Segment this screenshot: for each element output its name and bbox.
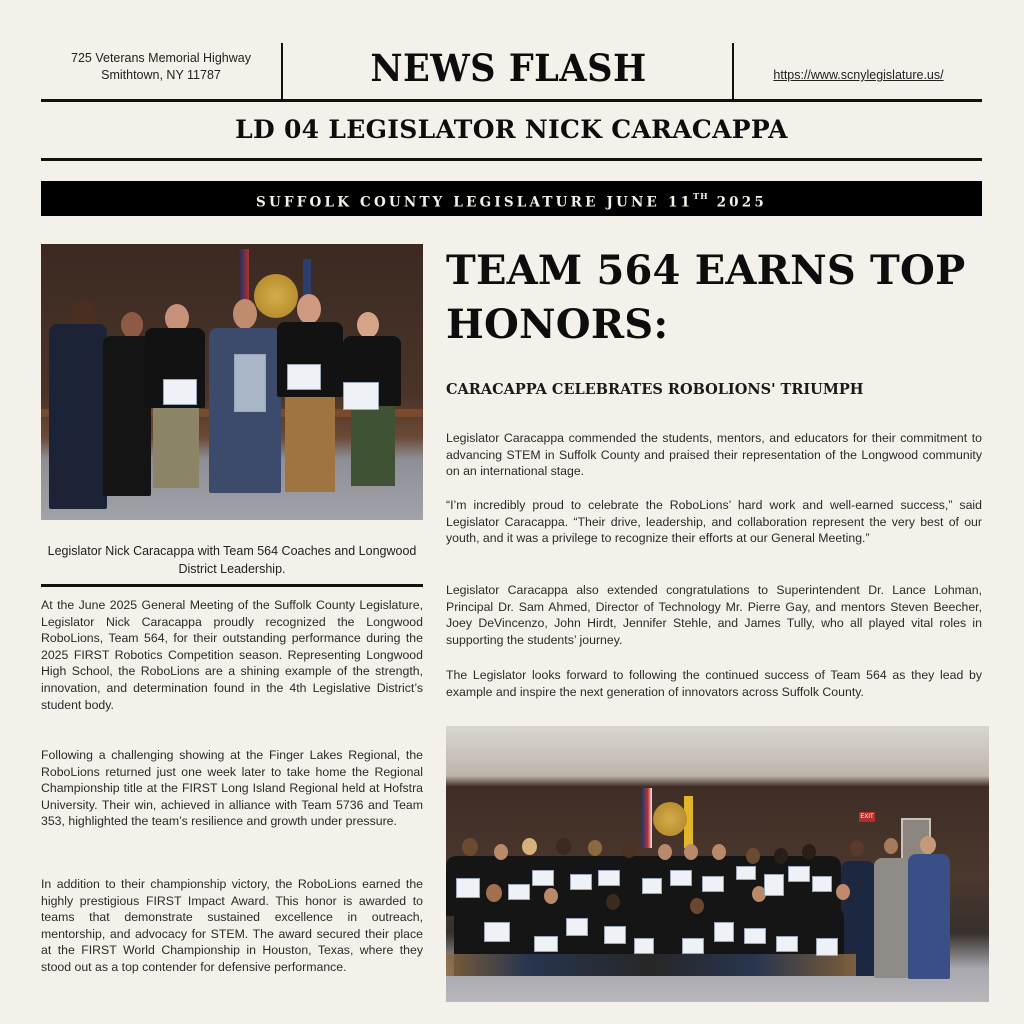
county-seal-icon [254,274,298,318]
certificate-icon [287,364,321,390]
article-headline: TEAM 564 EARNS TOP HONORS: [446,247,966,348]
certificate-icon [456,878,480,898]
caption-rule [41,584,423,587]
photo-caption: Legislator Nick Caracappa with Team 564 Coaches and Longwood District Leadership. [47,544,417,576]
address-block [41,50,281,84]
right-paragraph-1: Legislator Caracappa commended the students, mentors, and educators for their commitment to advancing STEM in Suffolk County and praised their representation of the Longwood community on an international stage. [446,431,982,479]
proclamation-icon [234,354,266,412]
dateline-superscript: TH [693,191,709,201]
certificate-icon [343,382,379,410]
county-seal-icon [653,802,687,836]
photo-team-564-group [446,726,989,1002]
header-divider-right [732,43,734,101]
header-rule-top [41,99,982,102]
body-paragraph-3: In addition to their championship victory, the RoboLions earned the highly prestigious FIRST Impact Award. This honor is awarded to teams that demonstrate sustained excellence in outreach, mentorship, and advocacy for STEM. The award secured their place at the FIRST World Championship in Houston, Texas, where they stood out as a top contender for defensive performance. [41,877,423,974]
exit-sign: EXIT [860,814,874,820]
person-1 [49,324,107,509]
dateline-bar [41,181,982,216]
header-divider-left [281,43,283,101]
article-deck: CARACAPPA CELEBRATES ROBOLIONS' TRIUMPH [446,381,864,398]
address-line-2: Smithtown, NY 11787 [101,68,221,82]
address-line-1: 725 Veterans Memorial Highway [71,51,251,65]
website-link[interactable]: https://www.scnylegislature.us/ [773,68,944,82]
body-paragraph-1: At the June 2025 General Meeting of the Suffolk County Legislature, Legislator Nick Caracappa proudly recognized the Longwood RoboLions, Team 564, for their outstanding performance during the 2025 FIRST Robotics Competition season. Representing Longwood High School, the RoboLions are a shining example of the strength, innovation, and determination found in the 4th Legislative District’s student body. [41,598,423,712]
photo-legislator-with-coaches [41,244,423,520]
right-paragraph-3: Legislator Caracappa also extended congratulations to Superintendent Dr. Lance Lohman, Principal Dr. Sam Ahmed, Director of Technology Mr. Pierre Gay, and mentors Steven Beecher, Joey DeVincenzo, John Hirdt, Jennifer Stehle, and James Tully, who all played vital roles in supporting the students’ journey. [446,583,982,647]
us-flag-icon [642,788,652,848]
person-2 [103,336,151,496]
county-flag-icon [303,259,311,299]
dateline-year: 2025 [716,194,767,211]
official-3 [908,854,950,979]
official-2 [874,858,910,978]
right-paragraph-4: The Legislator looks forward to following the continued success of Team 564 as they lead by example and inspire the next generation of innovators across Suffolk County. [446,668,982,699]
certificate-icon [163,379,197,405]
masthead-title: NEWS FLASH [370,46,647,90]
right-paragraph-2: “I’m incredibly proud to celebrate the RoboLions’ hard work and well-earned success,” said Legislator Caracappa. “Their drive, leadership, and collaboration represent the very best of our youth, and it was a privilege to recognize their efforts at our General Meeting.” [446,498,982,546]
body-paragraph-2: Following a challenging showing at the Finger Lakes Regional, the RoboLions returned just one week later to take home the Regional Championship title at the FIRST Long Island Regional held at Hofstra University. Their win, achieved in alliance with Team 5736 and Team 353, highlighted the team’s resilience and growth under pressure. [41,748,423,829]
header-rule-bottom [41,158,982,161]
legislator-subhead: LD 04 LEGISLATOR NICK CARACAPPA [235,115,788,144]
dateline-text: SUFFOLK COUNTY LEGISLATURE JUNE 11 [256,194,694,211]
